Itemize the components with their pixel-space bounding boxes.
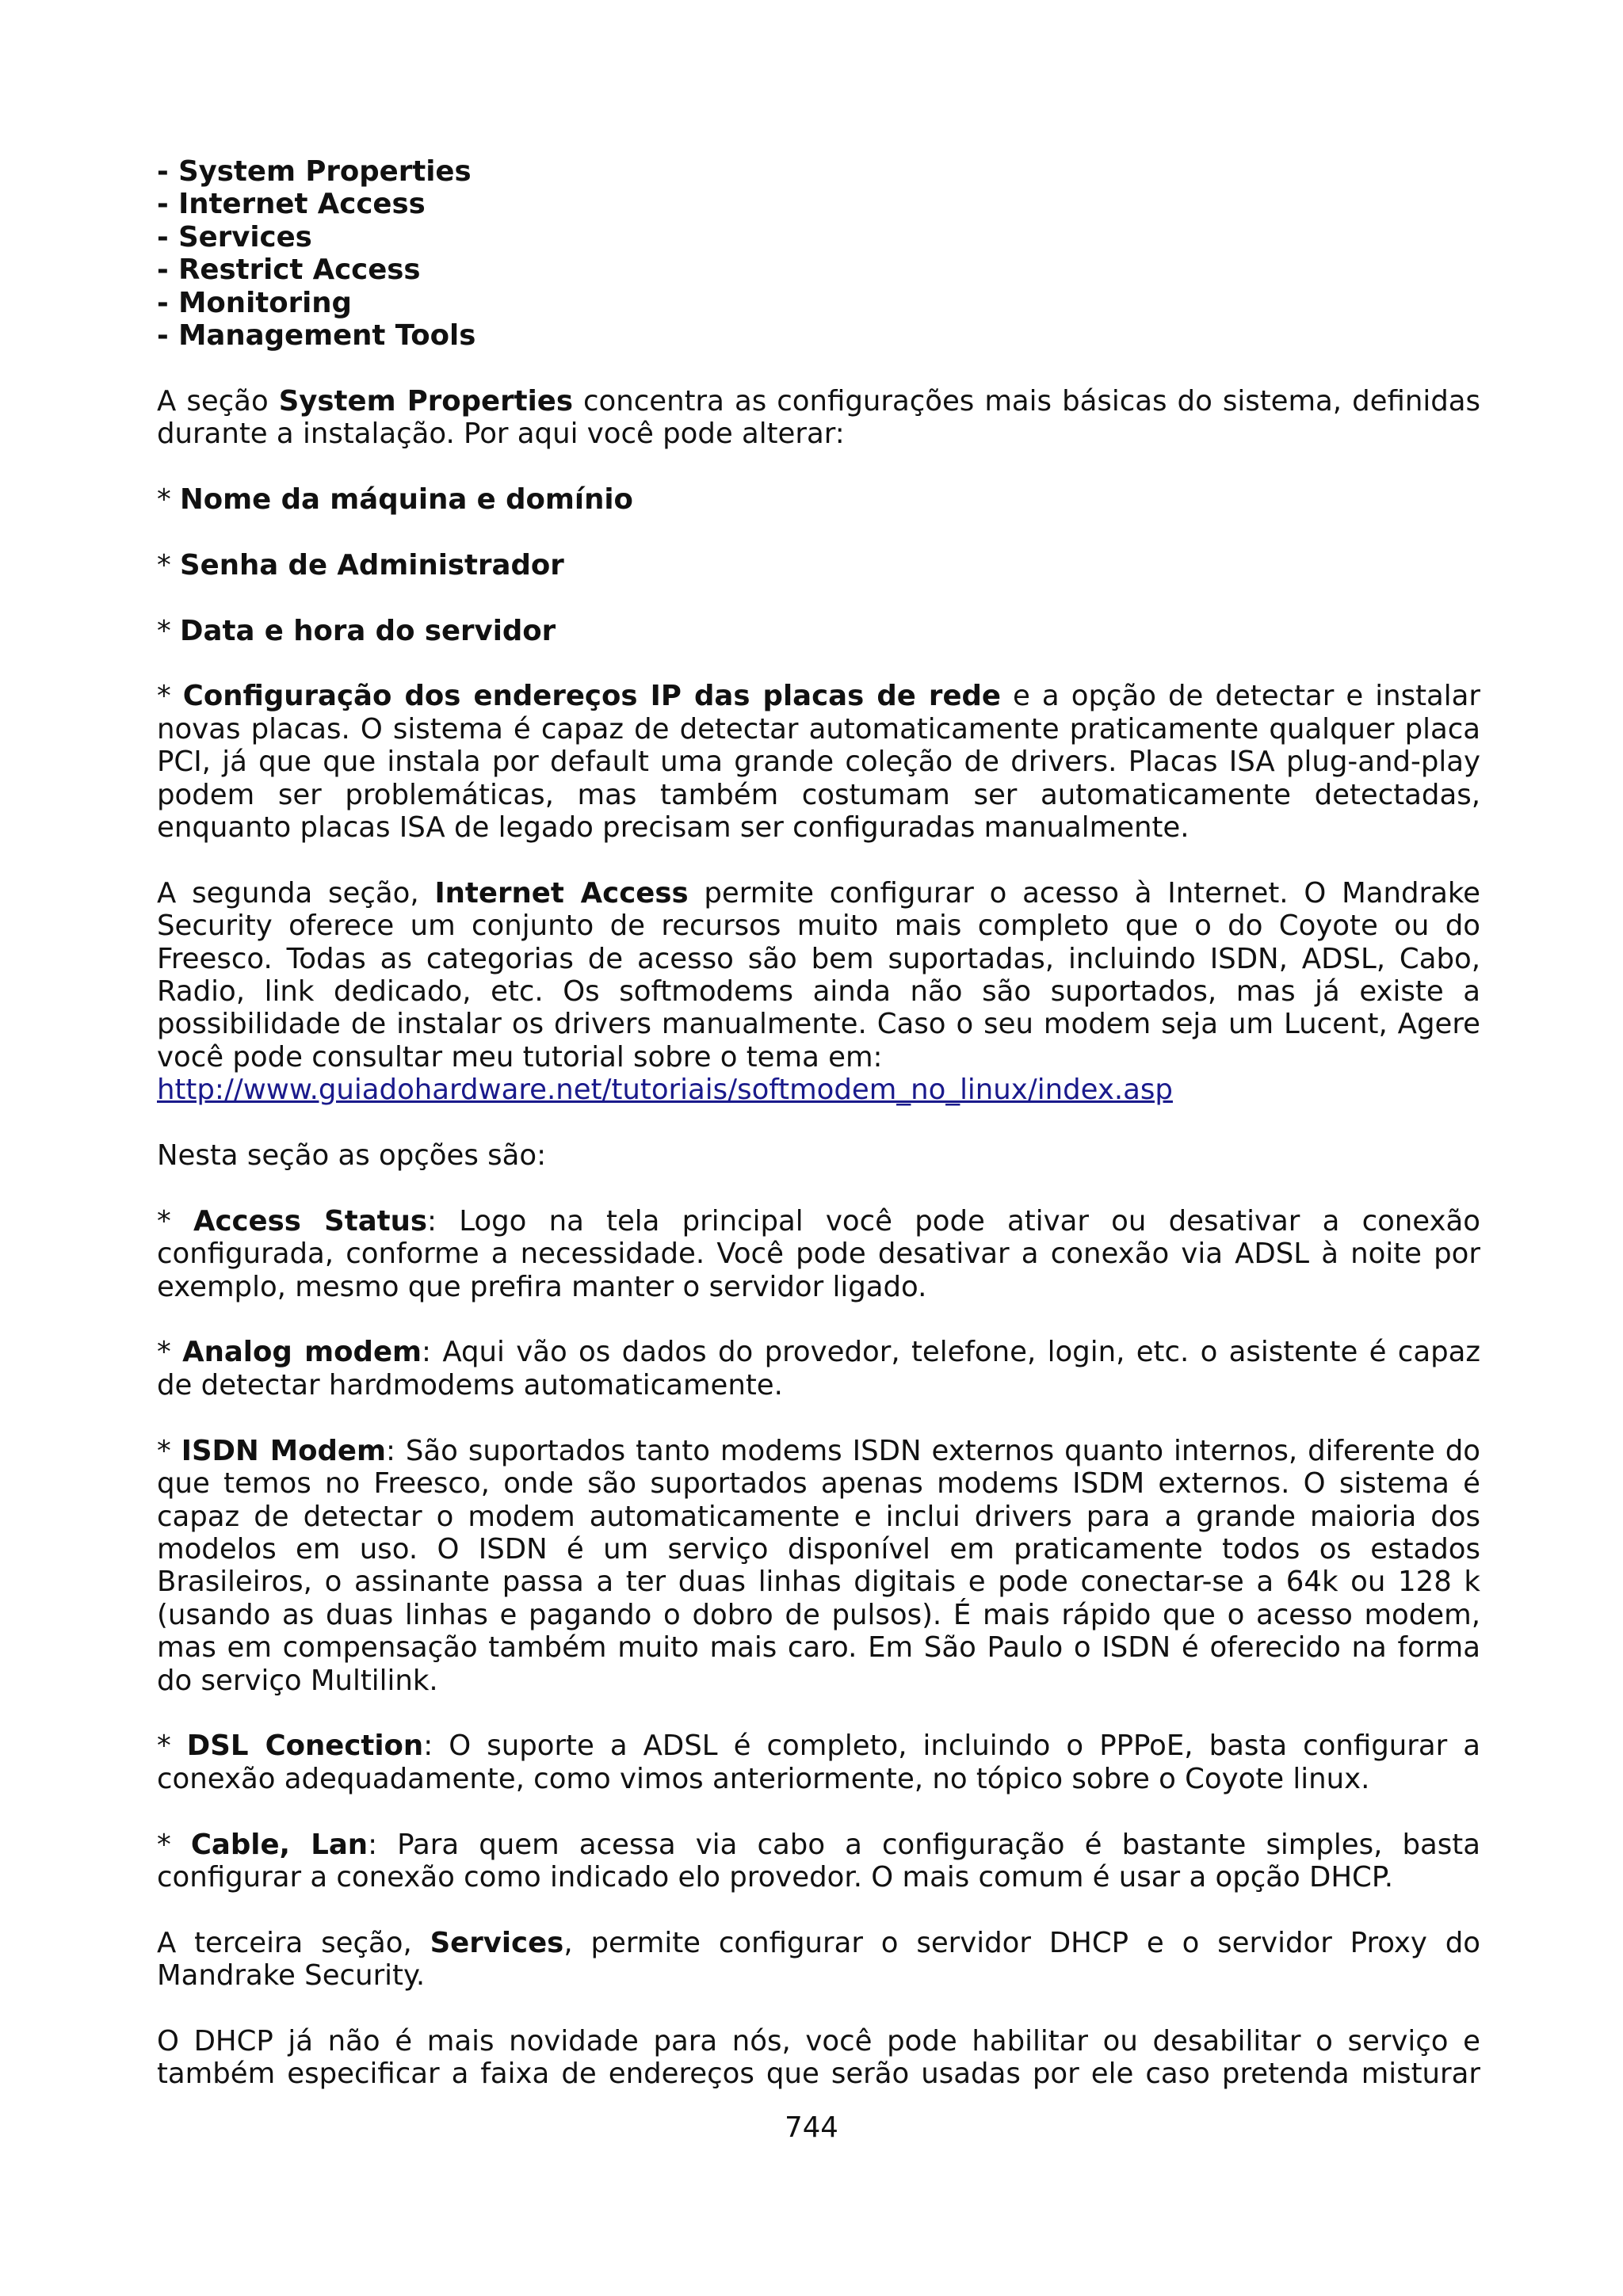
softmodem-tutorial-link[interactable]: http://www.guiadohardware.net/tutoriais/softmodem_no_linux/index.asp: [157, 1074, 1173, 1107]
bullet-analog-modem: * Analog modem: Aqui vão os dados do provedor, telefone, login, etc. o asistente é capaz de detectar hardmodems automaticamente.: [157, 1336, 1480, 1402]
menu-item-management-tools: - Management Tools: [157, 319, 476, 353]
bullet-access-status: * Access Status: Logo na tela principal você pode ativar ou desativar a conexão configurada, conforme a necessidade. Você pode desativar a conexão via ADSL à noite por exemplo, mesmo que prefira manter o servidor ligado.: [157, 1204, 1481, 1303]
menu-item-services: - Services: [157, 220, 312, 254]
document-body: [157, 155, 1480, 2123]
bullet-isdn-modem: * ISDN Modem: São suportados tanto modems ISDN externos quanto internos, diferente do que temos no Freesco, onde são suportados apenas modems ISDM externos. O sistema é capaz de detectar o modem automaticamente e inclui drivers para a grande maioria dos modelos em uso. O ISDN é um serviço disponível em praticamente todos os estados Brasileiros, o assinante passa a ter duas linhas digitais e pode conectar-se a 64k ou 128 k (usando as duas linhas e pagando o dobro de pulsos). É mais rápido que o acesso modem, mas em compensação também muito mais caro. Em São Paulo o ISDN é oferecido na forma do serviço Multilink.: [157, 1434, 1480, 1697]
bullet-nome-maquina: * Nome da máquina e domínio: [157, 483, 633, 517]
paragraph-internet-access: A segunda seção, Internet Access permite configurar o acesso à Internet. O Mandrake Security oferece um conjunto de recursos muito mais completo que o do Coyote ou do Freesco. Todas as categorias de acesso são bem suportadas, incluindo ISDN, ADSL, Cabo, Radio, link dedicado, etc. Os softmodems ainda não são suportados, mas já existe a possibilidade de instalar os drivers manualmente. Caso o seu modem seja um Lucent, Agere você pode consultar meu tutorial sobre o tema em: http://www.guiadohardware.net/tutoriais/softmodem_no_linux/index.asp: [157, 876, 1480, 1107]
bullet-senha-administrador: * Senha de Administrador: [157, 548, 564, 582]
bullet-cable-lan: * Cable, Lan: Para quem acessa via cabo a configuração é bastante simples, basta configurar a conexão como indicado elo provedor. O mais comum é usar a opção DHCP.: [157, 1828, 1480, 1894]
menu-item-internet-access: - Internet Access: [157, 188, 426, 221]
bullet-data-hora: * Data e hora do servidor: [157, 614, 556, 647]
menu-item-monitoring: - Monitoring: [157, 286, 352, 319]
paragraph-services: A terceira seção, Services, permite configurar o servidor DHCP e o servidor Proxy do Mandrake Security.: [157, 1926, 1480, 1993]
menu-list: [157, 155, 1480, 352]
menu-item-restrict-access: - Restrict Access: [157, 254, 421, 287]
paragraph-system-properties: A seção System Properties concentra as configurações mais básicas do sistema, definidas durante a instalação. Por aqui você pode alterar:: [157, 384, 1481, 451]
page-number: 744: [785, 2111, 838, 2144]
paragraph-dhcp: O DHCP já não é mais novidade para nós, você pode habilitar ou desabilitar o serviço e também especificar a faixa de endereços que serão usadas por ele caso pretenda misturar: [157, 2024, 1480, 2091]
paragraph-options-intro: Nesta seção as opções são:: [157, 1139, 547, 1173]
bullet-configuracao-ip: * Configuração dos endereços IP das placas de rede e a opção de detectar e instalar novas placas. O sistema é capaz de detectar automaticamente praticamente qualquer placa PCI, já que que instala por default uma grande coleção de drivers. Placas ISA plug-and-play podem ser problemáticas, mas também costumam ser automaticamente detectadas, enquanto placas ISA de legado precisam ser configuradas manualmente.: [157, 680, 1480, 845]
menu-item-system-properties: - System Properties: [157, 155, 472, 188]
bullet-dsl-conection: * DSL Conection: O suporte a ADSL é completo, incluindo o PPPoE, basta configurar a conexão adequadamente, como vimos anteriormente, no tópico sobre o Coyote linux.: [157, 1730, 1480, 1795]
